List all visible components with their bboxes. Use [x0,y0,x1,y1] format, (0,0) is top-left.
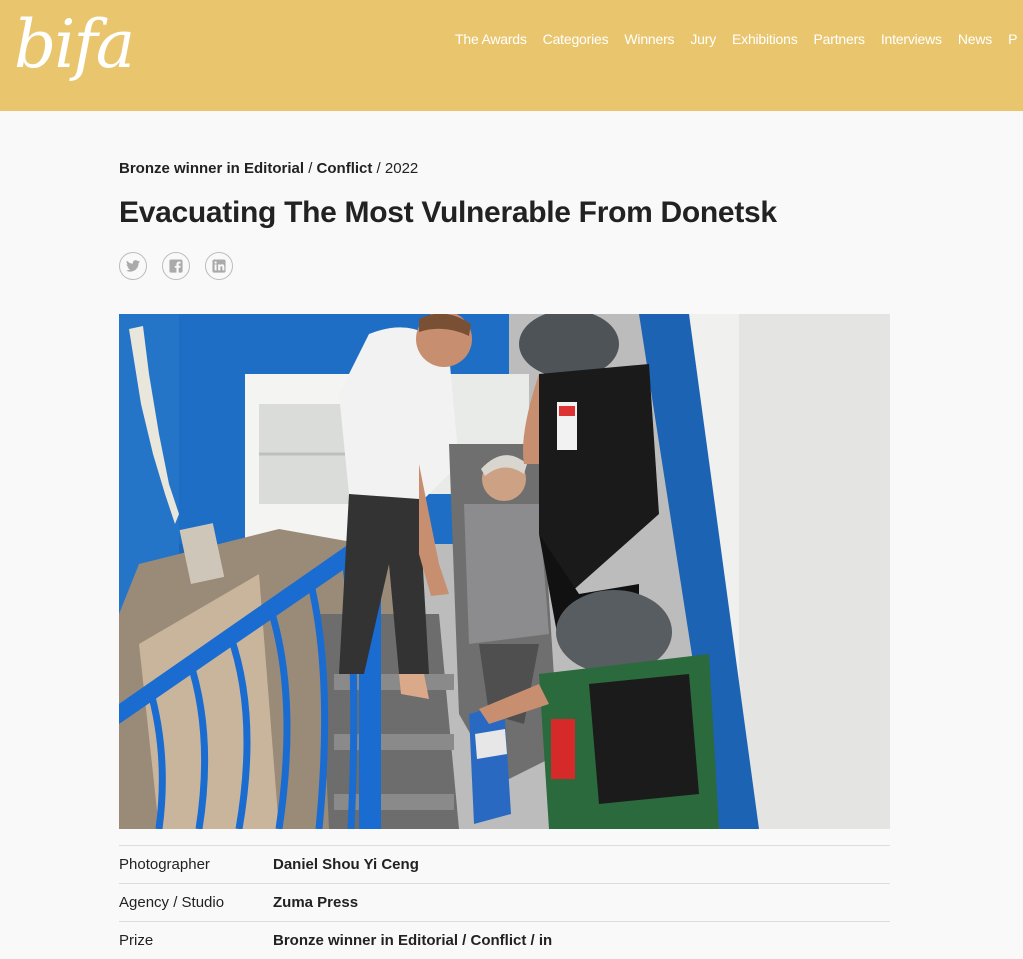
nav-item-exhibitions[interactable]: Exhibitions [732,31,798,47]
share-linkedin-button[interactable] [205,252,233,280]
share-buttons [119,252,233,280]
breadcrumb-prize-link[interactable]: Bronze winner in Editorial [119,160,305,177]
breadcrumb-separator: / [304,160,317,177]
award-details [119,845,890,959]
breadcrumb-category-link[interactable]: Conflict [316,160,373,177]
detail-label: Agency / Studio [119,894,225,911]
page-title: Evacuating The Most Vulnerable From Donetsk [119,196,777,229]
nav-item-truncated[interactable]: P [1008,31,1018,47]
detail-value-prize[interactable]: Bronze winner in Editorial / Conflict / in [273,932,553,949]
breadcrumb [119,160,418,177]
site-logo[interactable]: bifa [14,6,134,83]
detail-row-agency [119,883,890,921]
detail-label: Photographer [119,856,210,873]
linkedin-icon [212,259,226,273]
nav-item-the-awards[interactable]: The Awards [455,31,527,47]
facebook-icon [169,259,183,273]
detail-label: Prize [119,932,154,949]
twitter-icon [126,260,140,272]
share-twitter-button[interactable] [119,252,147,280]
award-photo [119,314,890,829]
detail-value-agency[interactable]: Zuma Press [273,894,359,911]
detail-row-prize [119,921,890,959]
nav-item-categories[interactable]: Categories [542,31,609,47]
nav-item-partners[interactable]: Partners [813,31,865,47]
share-facebook-button[interactable] [162,252,190,280]
nav-item-jury[interactable]: Jury [690,31,716,47]
detail-row-photographer [119,845,890,883]
photo-illustration [119,314,890,829]
nav-item-interviews[interactable]: Interviews [880,31,942,47]
breadcrumb-year: 2022 [384,160,419,177]
breadcrumb-separator: / [372,160,385,177]
detail-value-photographer[interactable]: Daniel Shou Yi Ceng [273,856,419,873]
nav-item-winners[interactable]: Winners [624,31,675,47]
site-header [0,0,1023,111]
main-nav [455,30,1023,50]
nav-item-news[interactable]: News [957,31,993,47]
